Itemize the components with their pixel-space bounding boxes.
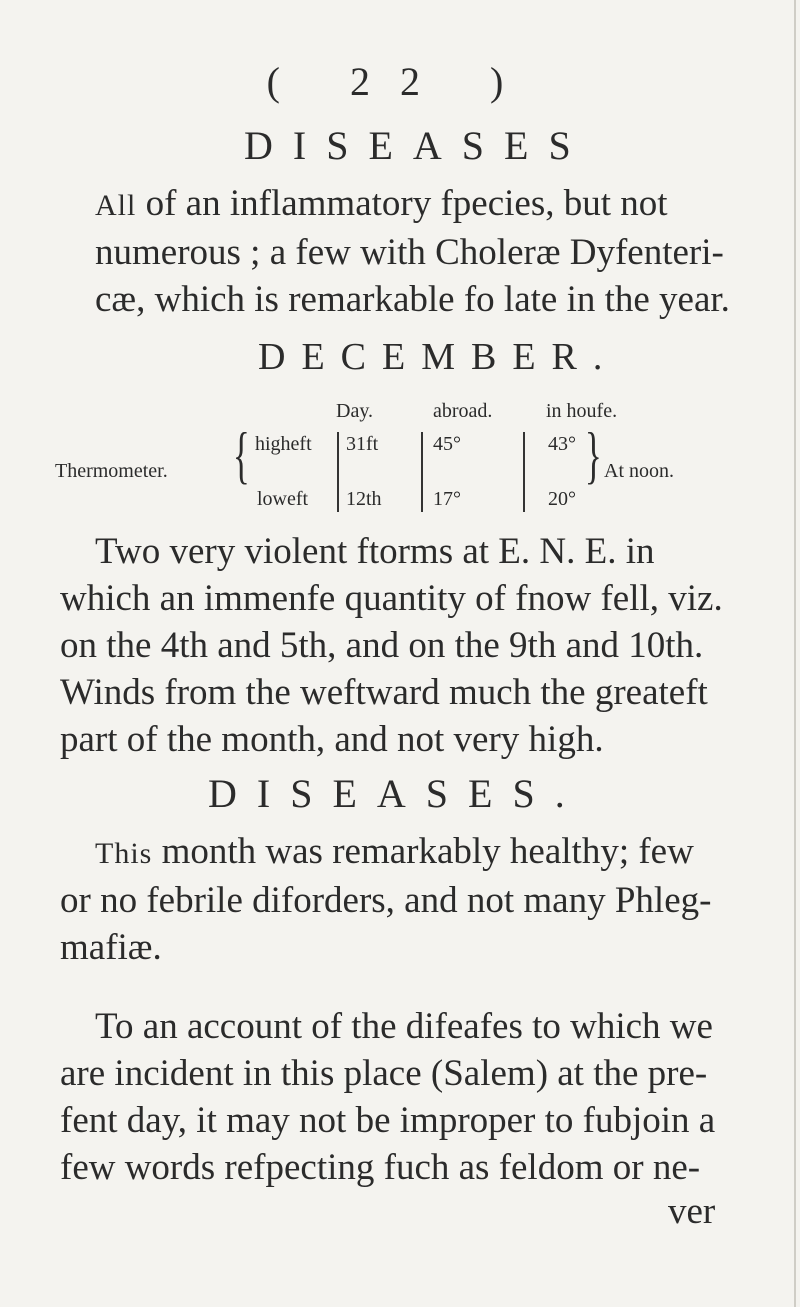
para2-line-5: part of the month, and not very high.	[60, 719, 604, 760]
right-brace: }	[584, 419, 602, 490]
cell-highest-house: 43°	[548, 433, 576, 455]
page-number: ( 22 )	[266, 59, 534, 104]
section1-lead: All	[95, 189, 137, 222]
catchword: ver	[668, 1191, 716, 1232]
section2-paragraph	[60, 828, 711, 971]
storms-paragraph	[60, 528, 723, 763]
divider-3	[523, 432, 525, 512]
section2-line-1: month was remarkably healthy; few	[152, 831, 694, 872]
thermometer-label: Thermometer.	[55, 460, 168, 482]
divider-2	[421, 432, 423, 512]
para3-line-1: To an account of the difeafes to which we	[95, 1006, 713, 1047]
diseases-heading-2: DISEASES.	[208, 771, 585, 816]
para3-line-2: are incident in this place (Salem) at the pre-	[60, 1053, 708, 1094]
col-in-house: in houfe.	[546, 400, 618, 422]
section2-line-3: mafiæ.	[60, 927, 162, 968]
cell-lowest-abroad: 17°	[433, 488, 461, 510]
at-noon-note: At noon.	[604, 460, 674, 482]
para3-line-4: few words refpecting fuch as feldom or ne-	[60, 1147, 701, 1188]
section2-line-2: or no febrile diforders, and not many Phleg-	[60, 880, 712, 921]
para2-line-1: Two very violent ftorms at E. N. E. in	[95, 531, 655, 572]
divider-1	[337, 432, 339, 512]
december-heading: DECEMBER.	[258, 336, 619, 378]
section1-line-2: numerous ; a few with Choleræ Dyfenteri-	[95, 232, 724, 273]
para2-line-2: which an immenfe quantity of fnow fell, viz.	[60, 578, 723, 619]
para2-line-3: on the 4th and 5th, and on the 9th and 10th.	[60, 625, 704, 666]
para2-line-4: Winds from the weftward much the greateft	[60, 672, 708, 713]
salem-paragraph	[60, 1003, 715, 1191]
section1-line-3: cæ, which is remarkable fo late in the year.	[95, 279, 730, 320]
page-edge	[794, 0, 796, 1307]
section2-lead: This	[95, 837, 153, 870]
diseases-heading: DISEASES	[244, 123, 591, 168]
section1-line-1: of an inflammatory fpecies, but not	[136, 183, 668, 224]
section1-paragraph	[95, 180, 730, 323]
row-lowest-label: loweft	[257, 488, 309, 510]
row-highest-label: higheft	[255, 433, 312, 455]
cell-highest-abroad: 45°	[433, 433, 461, 455]
col-day: Day.	[336, 400, 374, 422]
cell-lowest-house: 20°	[548, 488, 576, 510]
col-abroad: abroad.	[433, 400, 493, 422]
cell-lowest-day: 12th	[346, 488, 382, 510]
cell-highest-day: 31ft	[346, 433, 379, 455]
left-brace: {	[232, 419, 250, 490]
para3-line-3: fent day, it may not be improper to fubjoin a	[60, 1100, 716, 1141]
